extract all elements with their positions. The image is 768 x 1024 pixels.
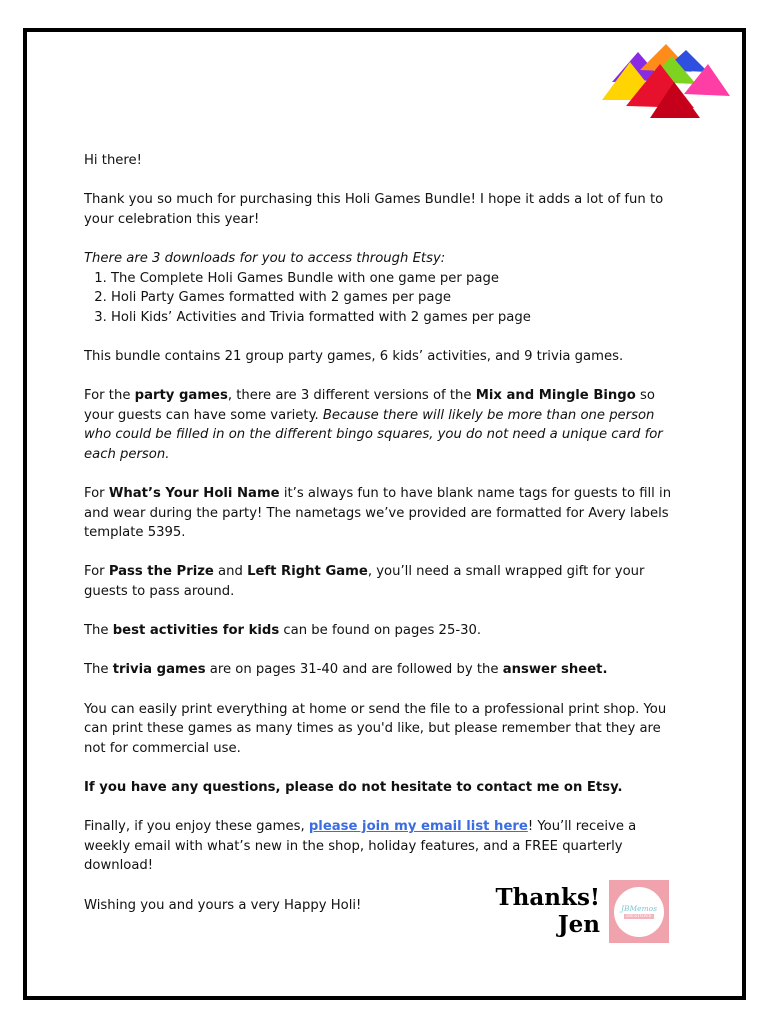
- questions-paragraph: If you have any questions, please do not hesitate to contact me on Etsy.: [84, 780, 623, 795]
- list-item: 1. The Complete Holi Games Bundle with one game per page: [111, 269, 684, 289]
- holi-name-paragraph: For What’s Your Holi Name it’s always fun to have blank name tags for guests to fill in and wear during the party! The nametags we’ve provided are formatted for Avery labels template 5395.: [84, 486, 672, 541]
- greeting: Hi there!: [84, 153, 142, 168]
- downloads-intro: There are 3 downloads for you to access through Etsy:: [84, 250, 446, 266]
- thanks-paragraph: Thank you so much for purchasing this Holi Games Bundle! I hope it adds a lot of fun to your celebration this year!: [84, 192, 664, 227]
- logo-subtitle: DESIGNS: [626, 913, 652, 919]
- logo-script: JBMemos: [620, 903, 658, 913]
- downloads-list: [84, 269, 684, 328]
- email-list-link[interactable]: please join my email list here: [308, 819, 528, 835]
- signature-name: Jen: [557, 911, 600, 938]
- signature-thanks: Thanks!: [495, 884, 600, 911]
- trivia-paragraph: The trivia games are on pages 31-40 and are followed by the answer sheet.: [84, 662, 608, 678]
- kids-paragraph: The best activities for kids can be found on pages 25-30.: [84, 623, 482, 639]
- bundle-contents: This bundle contains 21 group party games, 6 kids’ activities, and 9 trivia games.: [84, 348, 624, 364]
- list-item: 3. Holi Kids’ Activities and Trivia formatted with 2 games per page: [111, 308, 684, 328]
- prize-paragraph: For Pass the Prize and Left Right Game, you’ll need a small wrapped gift for your guests to pass around.: [84, 564, 645, 600]
- print-paragraph: You can easily print everything at home or send the file to a professional print shop. You can print these games as many times as you'd like, but please remember that they are not for commercial use.: [84, 701, 667, 756]
- party-games-paragraph: For the party games, there are 3 different versions of the Mix and Mingle Bingo so your guests can have some variety. Because there will likely be more than one person who could be filled in on the different bingo squares, you do not need a unique card for each person.: [84, 388, 663, 462]
- logo-badge: [614, 887, 664, 937]
- closing: Wishing you and yours a very Happy Holi!: [84, 897, 362, 913]
- letter-body: [84, 151, 684, 915]
- colored-powder-icon: [600, 42, 732, 120]
- signature: [470, 884, 600, 938]
- brand-logo: [609, 880, 669, 943]
- email-paragraph: Finally, if you enjoy these games, please join my email list here! You’ll receive a weekly email with what’s new in the shop, holiday features, and a FREE quarterly download!: [84, 819, 637, 874]
- list-item: 2. Holi Party Games formatted with 2 games per page: [111, 288, 684, 308]
